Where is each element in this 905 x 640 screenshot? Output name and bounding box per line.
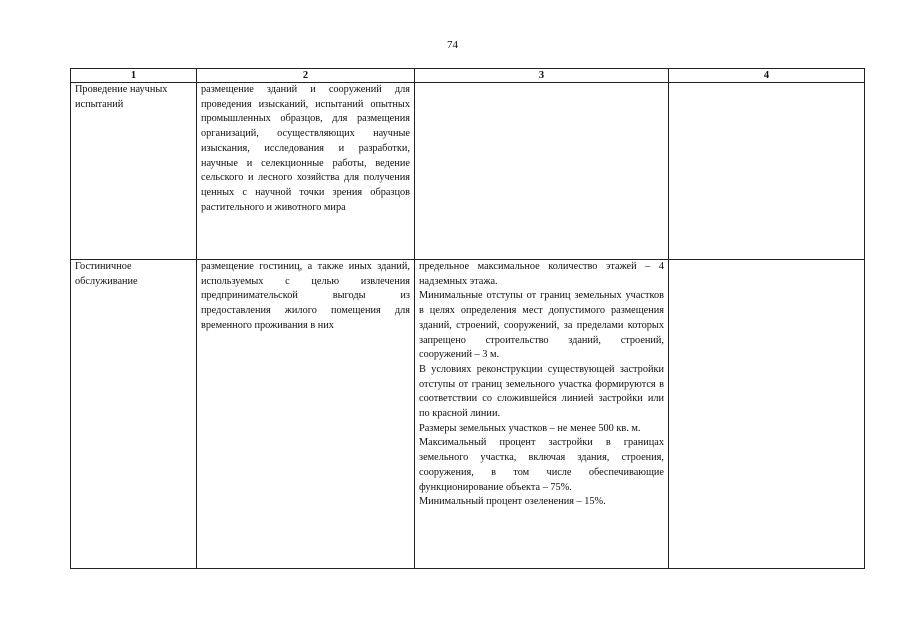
parameters-cell	[415, 260, 669, 569]
parameter-paragraph: Минимальный процент озеленения – 15%.	[419, 496, 606, 508]
land-use-description: размещение зданий и сооружений для проведения изысканий, испытаний опытных промышленных образцов, для размещения организаций, осуществляющих научные изыскания, исследования и разработки, научные и селекционные работы, ведение сельского и лесного хозяйства для получения ценных с научной точки зрения образцов растительного и животного мира	[201, 84, 410, 213]
parameter-paragraph: В условиях реконструкции существующей застройки отступы от границ земельного участка формируются в соответствии со сложившейся линией застройки или по красной линии.	[419, 363, 664, 420]
land-use-description: размещение гостиниц, а также иных зданий, используемых с целью извлечения предпринимательской выгоды из предоставления жилого помещения для временного проживания в них	[201, 261, 410, 331]
parameter-paragraph: Размеры земельных участков – не менее 500 кв. м.	[419, 422, 641, 434]
regulations-table	[70, 68, 865, 569]
column-header-1: 1	[71, 69, 197, 83]
land-use-name: Гостиничное обслуживание	[71, 260, 197, 569]
parameter-paragraph: Минимальные отступы от границ земельных участков в целях определения мест допустимого размещения зданий, строений, сооружений, за пределами которых запрещено строительство зданий, строений, сооружений – 3 м.	[419, 290, 664, 361]
land-use-description-cell	[197, 260, 415, 569]
parameters-cell	[415, 83, 669, 260]
land-use-description-cell	[197, 83, 415, 260]
land-use-name: Проведение научных испытаний	[71, 83, 197, 260]
parameter-paragraph: предельное максимальное количество этажей – 4 надземных этажа.	[419, 261, 664, 287]
column-header-2: 2	[197, 69, 415, 83]
notes-cell	[669, 260, 865, 569]
table-row	[71, 83, 865, 260]
table-row	[71, 260, 865, 569]
page-number: 74	[447, 39, 458, 51]
column-header-3: 3	[415, 69, 669, 83]
table-header-row	[71, 69, 865, 83]
parameter-paragraph: Максимальный процент застройки в границах земельного участка, включая здания, строения, сооружения, в том числе обеспечивающие функционирование объекта – 75%.	[419, 437, 664, 493]
column-header-4: 4	[669, 69, 865, 83]
notes-cell	[669, 83, 865, 260]
